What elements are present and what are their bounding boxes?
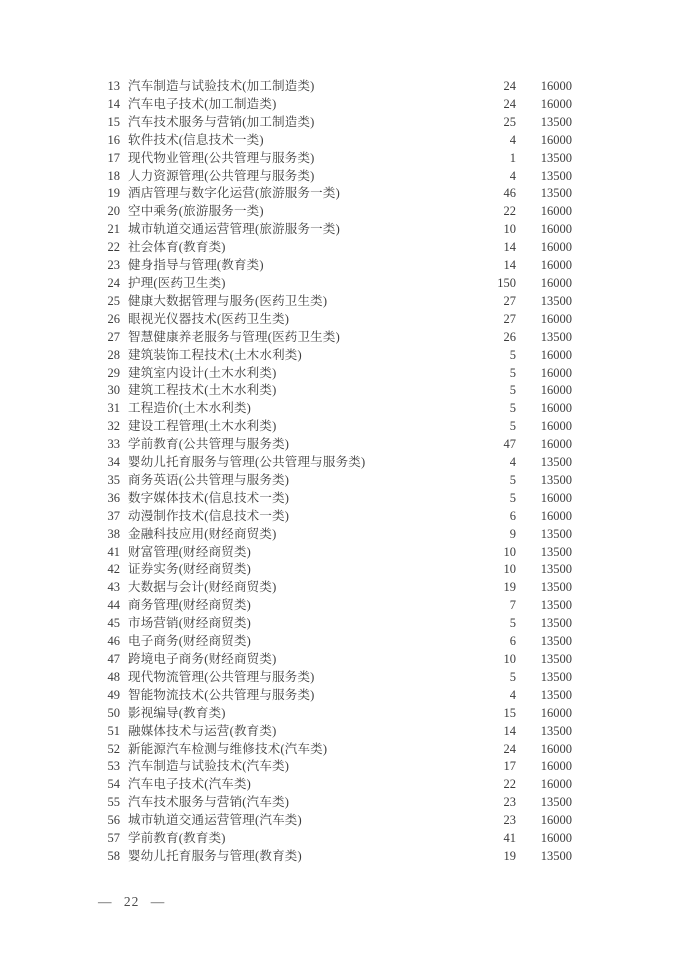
major-name: 健康大数据管理与服务(医药卫生类) — [128, 293, 328, 308]
table-row — [98, 418, 572, 436]
table-row — [98, 705, 572, 723]
major-name: 财富管理(财经商贸类) — [128, 544, 252, 559]
plan-count: 5 — [509, 669, 516, 684]
tuition-fee: 13500 — [540, 544, 572, 559]
major-name: 金融科技应用(财经商贸类) — [128, 526, 277, 541]
tuition-fee: 16000 — [540, 240, 572, 255]
table-row — [98, 669, 572, 687]
tuition-fee: 16000 — [540, 383, 572, 398]
plan-count: 23 — [503, 795, 516, 810]
major-name: 建筑装饰工程技术(土木水利类) — [128, 347, 302, 362]
row-number: 34 — [107, 455, 120, 470]
row-number: 21 — [107, 222, 120, 237]
tuition-fee: 16000 — [540, 96, 572, 111]
table-row — [98, 114, 572, 132]
tuition-fee: 13500 — [540, 329, 572, 344]
tuition-fee: 13500 — [540, 669, 572, 684]
row-number: 44 — [107, 598, 120, 613]
major-name: 证券实务(财经商贸类) — [128, 562, 252, 577]
major-name: 现代物流管理(公共管理与服务类) — [128, 669, 315, 684]
plan-count: 41 — [503, 831, 516, 846]
table-row — [98, 561, 572, 579]
plan-count: 46 — [503, 186, 516, 201]
table-row — [98, 526, 572, 544]
table-row — [98, 257, 572, 275]
major-name: 新能源汽车检测与维修技术(汽车类) — [128, 741, 328, 756]
tuition-fee: 16000 — [540, 705, 572, 720]
program-table — [98, 78, 572, 866]
row-number: 29 — [107, 365, 120, 380]
tuition-fee: 13500 — [540, 293, 572, 308]
table-row — [98, 78, 572, 96]
tuition-fee: 16000 — [540, 222, 572, 237]
major-name: 社会体育(教育类) — [128, 240, 226, 255]
row-number: 41 — [107, 544, 120, 559]
major-name: 智能物流技术(公共管理与服务类) — [128, 687, 315, 702]
row-number: 48 — [107, 669, 120, 684]
table-row — [98, 203, 572, 221]
table-row — [98, 382, 572, 400]
plan-count: 4 — [509, 687, 516, 702]
tuition-fee: 13500 — [540, 526, 572, 541]
table-row — [98, 329, 572, 347]
row-number: 36 — [107, 490, 120, 505]
tuition-fee: 13500 — [540, 455, 572, 470]
major-name: 健身指导与管理(教育类) — [128, 258, 264, 273]
tuition-fee: 16000 — [540, 347, 572, 362]
plan-count: 14 — [503, 723, 516, 738]
tuition-fee: 13500 — [540, 723, 572, 738]
major-name: 汽车电子技术(汽车类) — [128, 777, 252, 792]
plan-count: 4 — [509, 455, 516, 470]
row-number: 45 — [107, 616, 120, 631]
table-row — [98, 687, 572, 705]
row-number: 55 — [107, 795, 120, 810]
table-row — [98, 221, 572, 239]
row-number: 24 — [107, 275, 120, 290]
major-name: 汽车技术服务与营销(汽车类) — [128, 795, 290, 810]
row-number: 19 — [107, 186, 120, 201]
major-name: 汽车制造与试验技术(汽车类) — [128, 759, 290, 774]
plan-count: 6 — [509, 634, 516, 649]
row-number: 18 — [107, 168, 120, 183]
table-row — [98, 758, 572, 776]
row-number: 53 — [107, 759, 120, 774]
row-number: 50 — [107, 705, 120, 720]
table-row — [98, 239, 572, 257]
plan-count: 17 — [503, 759, 516, 774]
row-number: 14 — [107, 96, 120, 111]
tuition-fee: 13500 — [540, 616, 572, 631]
major-name: 工程造价(土木水利类) — [128, 401, 252, 416]
plan-count: 5 — [509, 490, 516, 505]
table-row — [98, 508, 572, 526]
plan-count: 5 — [509, 616, 516, 631]
plan-count: 10 — [503, 652, 516, 666]
table-row — [98, 723, 572, 741]
tuition-fee: 16000 — [540, 777, 572, 792]
table-row — [98, 633, 572, 651]
major-name: 建筑室内设计(土木水利类) — [128, 365, 277, 380]
row-number: 22 — [107, 240, 120, 255]
major-name: 人力资源管理(公共管理与服务类) — [128, 168, 315, 183]
table-row — [98, 597, 572, 615]
plan-count: 23 — [503, 813, 516, 828]
page-number: — 22 — — [98, 894, 166, 909]
plan-count: 24 — [503, 79, 516, 93]
row-number: 52 — [107, 741, 120, 756]
table-row — [98, 436, 572, 454]
table-row — [98, 185, 572, 203]
tuition-fee: 13500 — [540, 795, 572, 810]
tuition-fee: 13500 — [540, 472, 572, 487]
tuition-fee: 16000 — [540, 490, 572, 505]
plan-count: 27 — [503, 293, 516, 308]
table-row — [98, 848, 572, 866]
table-row — [98, 794, 572, 812]
major-name: 学前教育(教育类) — [128, 831, 226, 846]
major-name: 影视编导(教育类) — [128, 705, 226, 720]
major-name: 建筑工程技术(土木水利类) — [128, 383, 277, 398]
row-number: 32 — [107, 419, 120, 434]
table-row — [98, 741, 572, 759]
row-number: 46 — [107, 634, 120, 649]
major-name: 动漫制作技术(信息技术一类) — [128, 508, 290, 523]
tuition-fee: 16000 — [540, 311, 572, 326]
tuition-fee: 16000 — [540, 132, 572, 147]
tuition-fee: 16000 — [540, 831, 572, 846]
row-number: 31 — [107, 401, 120, 416]
plan-count: 150 — [497, 275, 516, 290]
tuition-fee: 13500 — [540, 580, 572, 595]
plan-count: 5 — [509, 419, 516, 434]
plan-count: 19 — [503, 848, 516, 863]
plan-count: 26 — [503, 329, 516, 344]
plan-count: 24 — [503, 96, 516, 111]
major-name: 大数据与会计(财经商贸类) — [128, 580, 277, 595]
table-row — [98, 472, 572, 490]
table-row — [98, 168, 572, 186]
plan-count: 4 — [509, 168, 516, 183]
tuition-fee: 13500 — [540, 652, 572, 666]
row-number: 56 — [107, 813, 120, 828]
tuition-fee: 16000 — [540, 741, 572, 756]
major-name: 学前教育(公共管理与服务类) — [128, 437, 290, 452]
table-row — [98, 293, 572, 311]
table-row — [98, 490, 572, 508]
table-row — [98, 311, 572, 329]
row-number: 27 — [107, 329, 120, 344]
plan-count: 10 — [503, 544, 516, 559]
major-name: 数字媒体技术(信息技术一类) — [128, 490, 290, 505]
row-number: 37 — [107, 508, 120, 523]
major-name: 汽车电子技术(加工制造类) — [128, 96, 277, 111]
table-row — [98, 776, 572, 794]
tuition-fee: 16000 — [540, 437, 572, 452]
table-row — [98, 400, 572, 418]
major-name: 市场营销(财经商贸类) — [128, 616, 252, 631]
tuition-fee: 13500 — [540, 598, 572, 613]
plan-count: 24 — [503, 741, 516, 756]
plan-count: 1 — [509, 150, 516, 165]
plan-count: 47 — [503, 437, 516, 452]
plan-count: 22 — [503, 204, 516, 219]
row-number: 13 — [107, 79, 120, 93]
tuition-fee: 13500 — [540, 562, 572, 577]
plan-count: 9 — [509, 526, 516, 541]
tuition-fee: 16000 — [540, 759, 572, 774]
tuition-fee: 16000 — [540, 365, 572, 380]
tuition-fee: 16000 — [540, 275, 572, 290]
row-number: 57 — [107, 831, 120, 846]
plan-count: 15 — [503, 705, 516, 720]
major-name: 商务管理(财经商贸类) — [128, 598, 252, 613]
table-row — [98, 651, 572, 669]
table-row — [98, 347, 572, 365]
row-number: 17 — [107, 150, 120, 165]
row-number: 20 — [107, 204, 120, 219]
major-name: 酒店管理与数字化运营(旅游服务一类) — [128, 186, 340, 201]
major-name: 汽车制造与试验技术(加工制造类) — [128, 79, 315, 93]
major-name: 城市轨道交通运营管理(汽车类) — [128, 813, 302, 828]
table-row — [98, 579, 572, 597]
table-row — [98, 812, 572, 830]
plan-count: 5 — [509, 365, 516, 380]
major-name: 跨境电子商务(财经商贸类) — [128, 652, 277, 666]
row-number: 26 — [107, 311, 120, 326]
row-number: 35 — [107, 472, 120, 487]
table-row — [98, 544, 572, 562]
plan-count: 22 — [503, 777, 516, 792]
tuition-fee: 13500 — [540, 168, 572, 183]
tuition-fee: 16000 — [540, 813, 572, 828]
tuition-fee: 13500 — [540, 848, 572, 863]
plan-count: 4 — [509, 132, 516, 147]
row-number: 42 — [107, 562, 120, 577]
plan-count: 5 — [509, 383, 516, 398]
table-row — [98, 830, 572, 848]
row-number: 25 — [107, 293, 120, 308]
plan-count: 14 — [503, 240, 516, 255]
tuition-fee: 16000 — [540, 401, 572, 416]
major-name: 商务英语(公共管理与服务类) — [128, 472, 290, 487]
plan-count: 6 — [509, 508, 516, 523]
row-number: 49 — [107, 687, 120, 702]
plan-count: 10 — [503, 222, 516, 237]
plan-count: 10 — [503, 562, 516, 577]
plan-count: 14 — [503, 258, 516, 273]
major-name: 城市轨道交通运营管理(旅游服务一类) — [128, 222, 340, 237]
row-number: 58 — [107, 848, 120, 863]
tuition-fee: 13500 — [540, 114, 572, 129]
tuition-fee: 16000 — [540, 419, 572, 434]
major-name: 软件技术(信息技术一类) — [128, 132, 264, 147]
table-row — [98, 454, 572, 472]
plan-count: 27 — [503, 311, 516, 326]
plan-count: 5 — [509, 401, 516, 416]
plan-count: 5 — [509, 347, 516, 362]
tuition-fee: 16000 — [540, 79, 572, 93]
plan-count: 7 — [509, 598, 516, 613]
major-name: 婴幼儿托育服务与管理(公共管理与服务类) — [128, 455, 366, 470]
row-number: 23 — [107, 258, 120, 273]
plan-count: 5 — [509, 472, 516, 487]
major-name: 电子商务(财经商贸类) — [128, 634, 252, 649]
row-number: 15 — [107, 114, 120, 129]
major-name: 现代物业管理(公共管理与服务类) — [128, 150, 315, 165]
table-row — [98, 96, 572, 114]
table-row — [98, 365, 572, 383]
major-name: 融媒体技术与运营(教育类) — [128, 723, 277, 738]
row-number: 28 — [107, 347, 120, 362]
row-number: 43 — [107, 580, 120, 595]
row-number: 51 — [107, 723, 120, 738]
row-number: 16 — [107, 132, 120, 147]
table-row — [98, 132, 572, 150]
major-name: 护理(医药卫生类) — [128, 275, 226, 290]
table-row — [98, 615, 572, 633]
tuition-fee: 13500 — [540, 186, 572, 201]
plan-count: 25 — [503, 114, 516, 129]
tuition-fee: 13500 — [540, 634, 572, 649]
row-number: 47 — [107, 652, 120, 666]
row-number: 33 — [107, 437, 120, 452]
table-row — [98, 275, 572, 293]
tuition-fee: 16000 — [540, 508, 572, 523]
tuition-fee: 16000 — [540, 258, 572, 273]
major-name: 婴幼儿托育服务与管理(教育类) — [128, 848, 302, 863]
major-name: 空中乘务(旅游服务一类) — [128, 204, 264, 219]
major-name: 汽车技术服务与营销(加工制造类) — [128, 114, 315, 129]
row-number: 30 — [107, 383, 120, 398]
major-name: 建设工程管理(土木水利类) — [128, 419, 277, 434]
major-name: 眼视光仪器技术(医药卫生类) — [128, 311, 290, 326]
tuition-fee: 16000 — [540, 204, 572, 219]
table-row — [98, 150, 572, 168]
plan-count: 19 — [503, 580, 516, 595]
major-name: 智慧健康养老服务与管理(医药卫生类) — [128, 329, 340, 344]
tuition-fee: 13500 — [540, 150, 572, 165]
row-number: 38 — [107, 526, 120, 541]
tuition-fee: 13500 — [540, 687, 572, 702]
row-number: 54 — [107, 777, 120, 792]
